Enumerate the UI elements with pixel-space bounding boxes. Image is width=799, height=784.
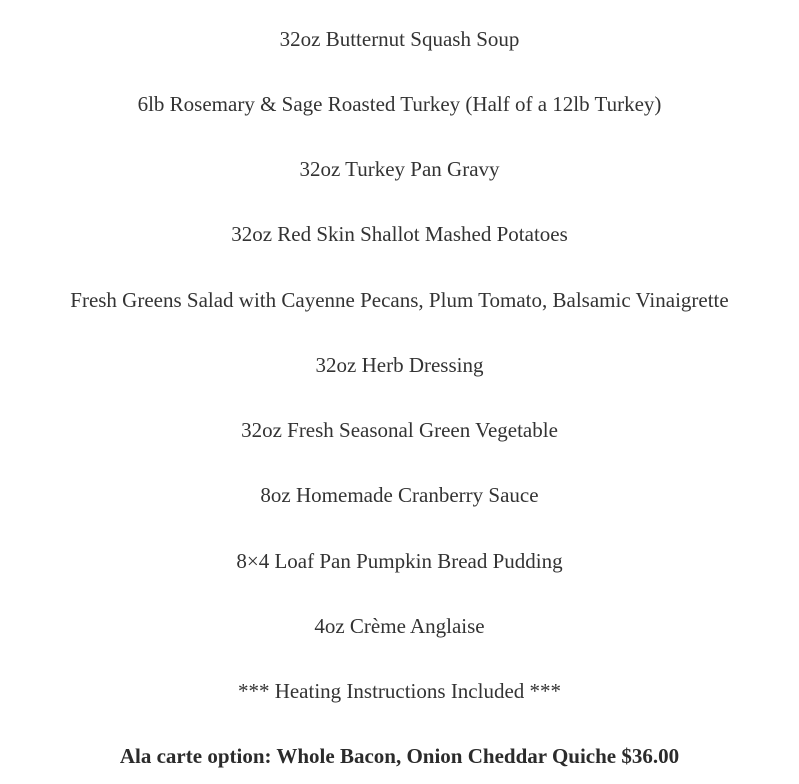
menu-item-bread-pudding: 8×4 Loaf Pan Pumpkin Bread Pudding bbox=[236, 549, 563, 573]
menu-item-dressing: 32oz Herb Dressing bbox=[315, 353, 484, 377]
menu-item-mashed-potatoes: 32oz Red Skin Shallot Mashed Potatoes bbox=[231, 222, 568, 246]
menu-item-cranberry-sauce: 8oz Homemade Cranberry Sauce bbox=[260, 483, 539, 507]
menu-item-creme-anglaise: 4oz Crème Anglaise bbox=[314, 614, 485, 638]
menu-item-green-vegetable: 32oz Fresh Seasonal Green Vegetable bbox=[241, 418, 558, 442]
menu-item-gravy: 32oz Turkey Pan Gravy bbox=[299, 157, 500, 181]
menu-item-salad: Fresh Greens Salad with Cayenne Pecans, Plum Tomato, Balsamic Vinaigrette bbox=[70, 288, 729, 312]
menu-item-soup: 32oz Butternut Squash Soup bbox=[279, 27, 520, 51]
ala-carte-option: Ala carte option: Whole Bacon, Onion Cheddar Quiche $36.00 bbox=[119, 744, 680, 768]
menu-item-turkey: 6lb Rosemary & Sage Roasted Turkey (Half of a 12lb Turkey) bbox=[137, 92, 662, 116]
heating-instructions-note: *** Heating Instructions Included *** bbox=[237, 679, 562, 703]
